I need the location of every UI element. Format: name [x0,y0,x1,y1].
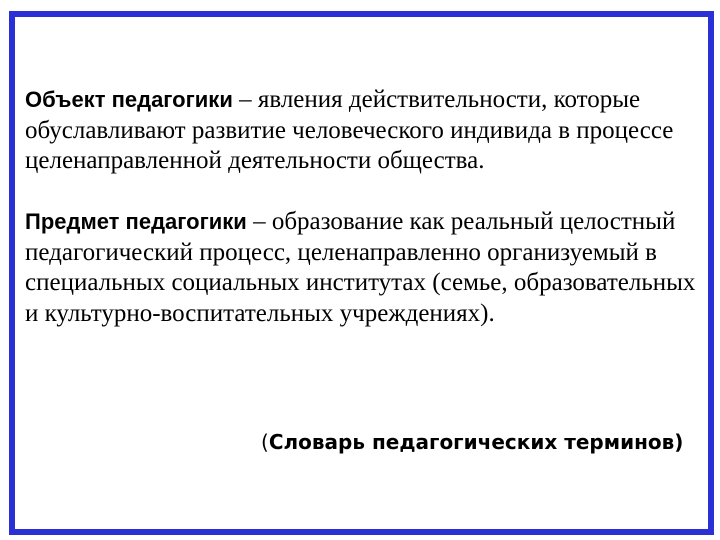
definition-object [25,85,697,177]
definition-subject-text: – образование как реальный целостный педагогический процесс, целенаправленно организуемый в специальных социальных институтах (семье, образовательных и культурно-воспитательных учреждениях). [25,208,696,327]
slide-frame [9,11,714,535]
term-object: Объект педагогики [25,87,233,112]
source-title: Словарь педагогических терминов [268,430,675,454]
definition-object-text: – явления действительности, которые обуславливают развитие человеческого индивида в процессе целенаправленной деятельности общества. [25,86,674,174]
source-citation [261,430,683,454]
source-close-paren: ) [674,430,684,454]
source-open-paren: ( [261,430,269,454]
term-subject: Предмет педагогики [25,209,247,234]
definitions-block [25,85,697,329]
definition-subject [25,207,697,329]
